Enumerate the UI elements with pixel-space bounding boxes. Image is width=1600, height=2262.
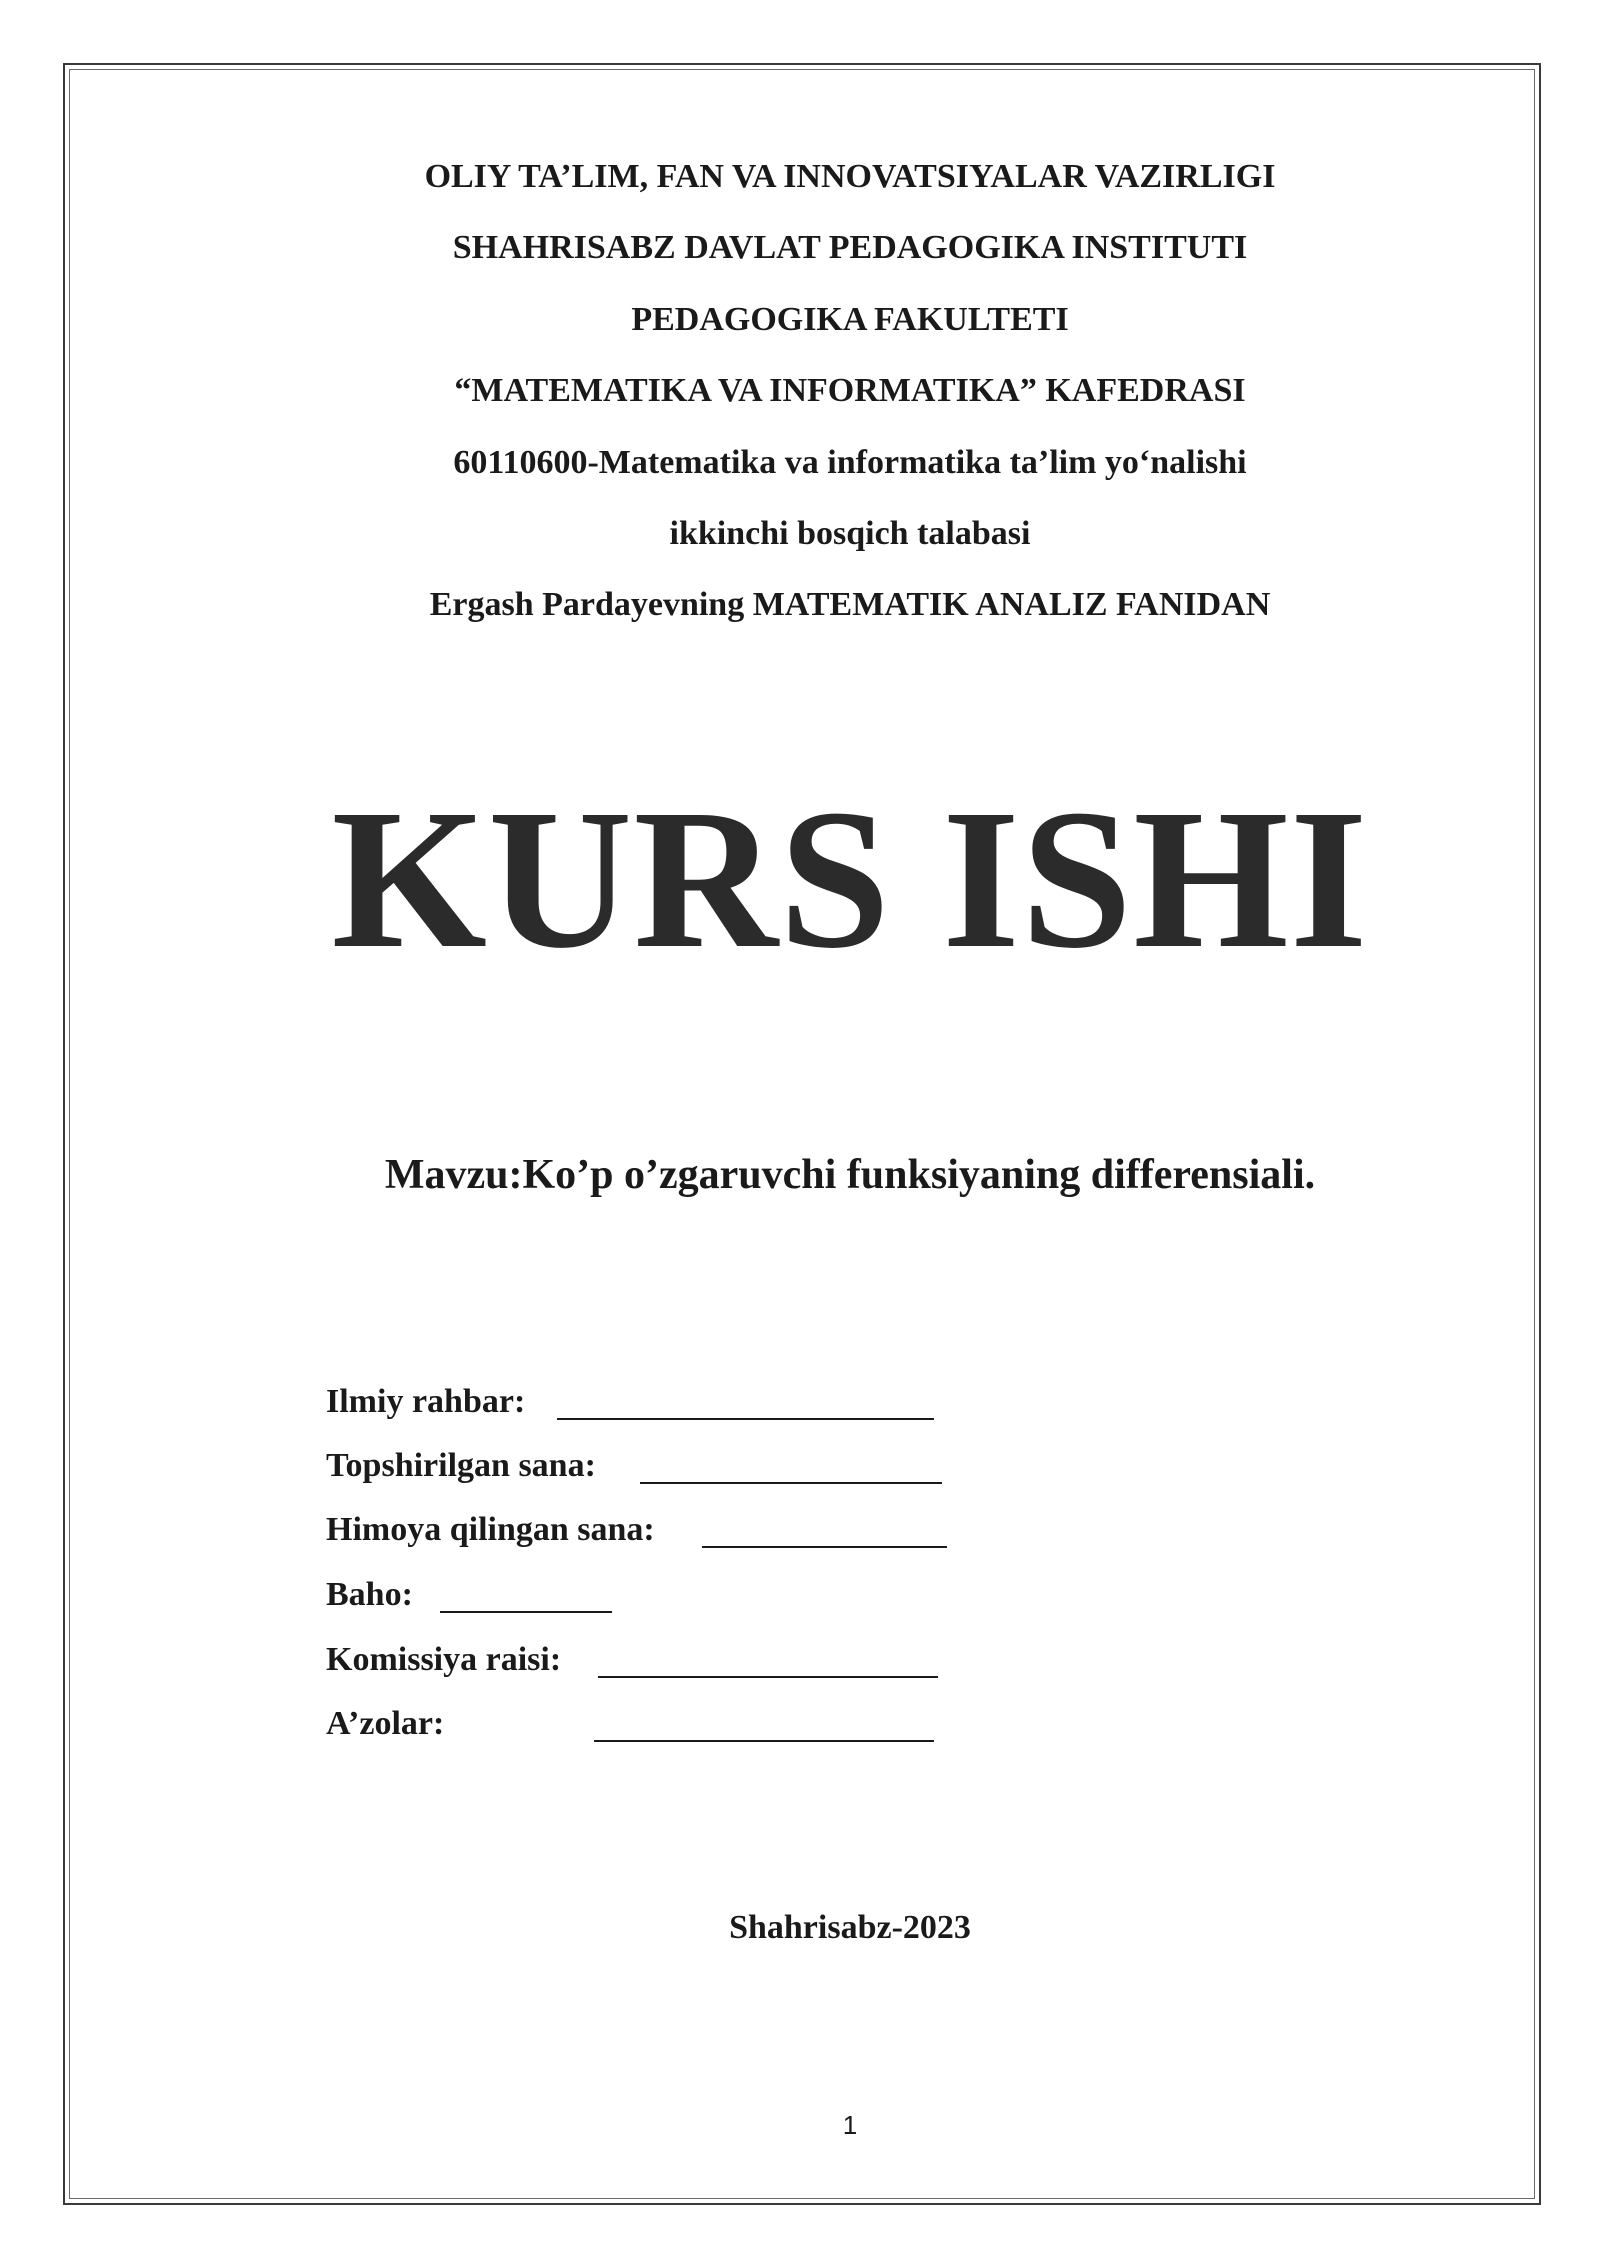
course-year-line: ikkinchi bosqich talabasi xyxy=(669,515,1031,552)
commission-chair-blank xyxy=(598,1676,938,1678)
commission-chair-label: Komissiya raisi: xyxy=(326,1641,562,1678)
supervisor-label: Ilmiy rahbar: xyxy=(326,1383,526,1420)
defense-date-label: Himoya qilingan sana: xyxy=(326,1511,655,1548)
student-subject-line: Ergash Pardayevning MATEMATIK ANALIZ FANIDAN xyxy=(429,586,1271,623)
department-heading: “MATEMATIKA VA INFORMATIKA” KAFEDRASI xyxy=(454,372,1246,409)
members-label: A’zolar: xyxy=(326,1705,445,1742)
submitted-date-label: Topshirilgan sana: xyxy=(326,1447,596,1484)
program-line: 60110600-Matematika va informatika ta’lim yo‘nalishi xyxy=(453,444,1247,481)
grade-blank xyxy=(440,1611,612,1613)
faculty-heading: PEDAGOGIKA FAKULTETI xyxy=(631,301,1069,338)
topic-line: Mavzu:Ko’p o’zgaruvchi funksiyaning differensiali. xyxy=(384,1152,1316,1198)
grade-label: Baho: xyxy=(326,1576,413,1613)
submitted-date-blank xyxy=(640,1482,942,1484)
members-blank xyxy=(594,1740,934,1742)
city-year: Shahrisabz-2023 xyxy=(729,1909,971,1946)
document-type-title: KURS ISHI xyxy=(331,769,1369,990)
ministry-heading: OLIY TA’LIM, FAN VA INNOVATSIYALAR VAZIRLIGI xyxy=(424,158,1276,195)
defense-date-blank xyxy=(702,1546,947,1548)
institute-heading: SHAHRISABZ DAVLAT PEDAGOGIKA INSTITUTI xyxy=(452,229,1248,266)
supervisor-blank xyxy=(557,1418,934,1420)
page-number: 1 xyxy=(842,2110,858,2140)
